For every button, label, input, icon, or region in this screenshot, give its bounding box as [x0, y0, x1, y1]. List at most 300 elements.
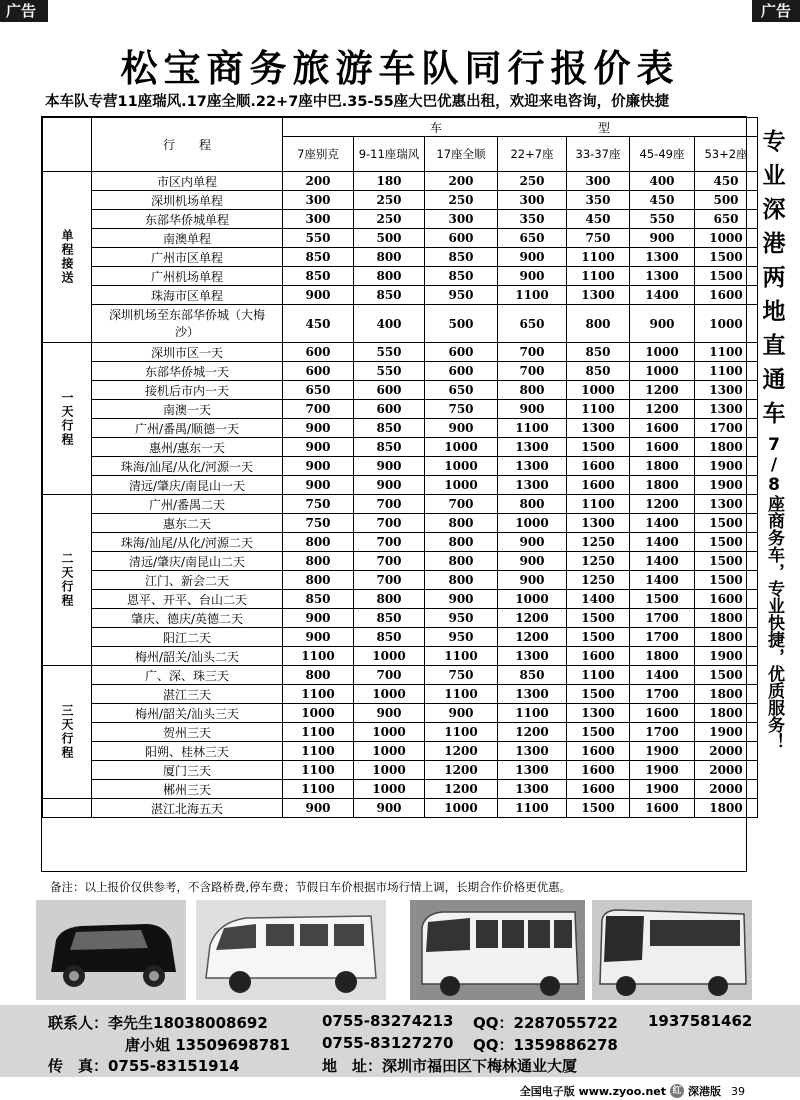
side-slogan [753, 125, 795, 750]
price-cell: 850 [283, 590, 354, 609]
price-cell: 1200 [630, 495, 695, 514]
price-cell: 1200 [425, 780, 498, 799]
price-cell: 800 [283, 666, 354, 685]
price-cell: 800 [283, 571, 354, 590]
price-cell: 1300 [567, 419, 630, 438]
column-header: 33-37座 [567, 137, 630, 172]
price-cell: 350 [567, 191, 630, 210]
table-row [43, 666, 758, 685]
column-header: 9-11座瑞风 [354, 137, 425, 172]
price-cell: 650 [498, 305, 567, 343]
slogan-char: 直 [762, 333, 786, 359]
route-cell: 广州市区单程 [92, 248, 283, 267]
price-cell: 800 [283, 533, 354, 552]
price-cell: 1300 [630, 248, 695, 267]
price-cell: 900 [283, 419, 354, 438]
table-row [43, 438, 758, 457]
column-header: 22+7座 [498, 137, 567, 172]
price-cell: 1000 [498, 590, 567, 609]
table-row [43, 381, 758, 400]
price-cell: 1600 [567, 457, 630, 476]
price-cell: 1800 [695, 609, 758, 628]
price-cell: 1400 [630, 666, 695, 685]
table-row [43, 362, 758, 381]
price-cell: 300 [425, 210, 498, 229]
price-cell: 250 [425, 191, 498, 210]
price-cell: 700 [354, 571, 425, 590]
price-cell: 300 [283, 210, 354, 229]
table-row [43, 685, 758, 704]
price-cell: 900 [498, 400, 567, 419]
price-cell: 900 [425, 419, 498, 438]
price-table [42, 117, 758, 818]
price-cell: 1500 [567, 609, 630, 628]
price-cell: 1700 [695, 419, 758, 438]
price-cell: 1700 [630, 609, 695, 628]
slogan-char: 专 [762, 129, 786, 155]
price-cell: 600 [283, 343, 354, 362]
table-row [43, 571, 758, 590]
price-cell: 1500 [695, 552, 758, 571]
table-row [43, 267, 758, 286]
route-cell: 贺州三天 [92, 723, 283, 742]
price-cell: 900 [283, 286, 354, 305]
route-cell: 深圳机场至东部华侨城（大梅沙） [92, 305, 283, 343]
table-row [43, 628, 758, 647]
contact-footer [0, 1005, 800, 1077]
price-cell: 1500 [630, 590, 695, 609]
table-row [43, 229, 758, 248]
price-cell: 700 [498, 343, 567, 362]
route-cell: 深圳市区一天 [92, 343, 283, 362]
price-cell: 200 [283, 172, 354, 191]
group-label: 三天行程 [43, 666, 92, 799]
price-cell: 1600 [695, 286, 758, 305]
table-row [43, 590, 758, 609]
price-cell: 1000 [425, 799, 498, 818]
price-cell: 1100 [283, 761, 354, 780]
slogan-char: 通 [762, 367, 786, 393]
price-cell: 650 [695, 210, 758, 229]
price-cell: 1100 [567, 666, 630, 685]
price-cell: 1900 [695, 457, 758, 476]
price-cell: 850 [283, 248, 354, 267]
price-cell: 650 [498, 229, 567, 248]
table-row [43, 609, 758, 628]
price-cell: 600 [425, 229, 498, 248]
route-cell: 阳江二天 [92, 628, 283, 647]
price-cell: 1250 [567, 533, 630, 552]
price-cell: 1250 [567, 552, 630, 571]
price-cell: 1700 [630, 685, 695, 704]
price-cell: 1000 [567, 381, 630, 400]
price-cell: 800 [283, 552, 354, 571]
price-cell: 1250 [567, 571, 630, 590]
price-cell: 1300 [695, 381, 758, 400]
price-cell: 1700 [630, 723, 695, 742]
price-cell: 900 [283, 476, 354, 495]
price-table-body [43, 172, 758, 818]
route-cell: 湛江三天 [92, 685, 283, 704]
route-cell: 东部华侨城单程 [92, 210, 283, 229]
page-subtitle: 本车队专营11座瑞风.17座全顺.22+7座中巴.35-55座大巴优惠出租，欢迎来电咨询，价廉快捷 [45, 94, 670, 110]
price-cell: 550 [354, 362, 425, 381]
slogan-small: 7/8座商务车，专业快捷，优质服务！ [764, 435, 784, 750]
group-header-cell [43, 118, 92, 172]
route-cell: 肇庆、德庆/英德二天 [92, 609, 283, 628]
price-cell: 1200 [498, 628, 567, 647]
price-cell: 2000 [695, 761, 758, 780]
table-row [43, 514, 758, 533]
price-cell: 1600 [567, 780, 630, 799]
price-cell: 850 [567, 362, 630, 381]
price-cell: 1600 [695, 590, 758, 609]
price-cell: 400 [630, 172, 695, 191]
price-cell: 1400 [630, 552, 695, 571]
price-cell: 900 [425, 704, 498, 723]
price-cell: 1000 [283, 704, 354, 723]
price-cell: 1100 [567, 495, 630, 514]
price-cell: 1600 [567, 647, 630, 666]
price-cell: 1100 [567, 400, 630, 419]
table-row [43, 799, 758, 818]
table-row [43, 476, 758, 495]
price-cell: 1000 [354, 685, 425, 704]
route-cell: 广州机场单程 [92, 267, 283, 286]
edition-label: 深港版 [688, 1085, 721, 1098]
group-label: 一天行程 [43, 343, 92, 495]
route-cell: 广、深、珠三天 [92, 666, 283, 685]
van-photo [196, 900, 386, 1000]
price-cell: 750 [283, 514, 354, 533]
price-cell: 1500 [695, 267, 758, 286]
price-cell: 1200 [425, 761, 498, 780]
price-cell: 1100 [283, 780, 354, 799]
contact-qq-1: QQ：2287055722 [473, 1014, 618, 1032]
price-cell: 1100 [498, 286, 567, 305]
price-cell: 850 [567, 343, 630, 362]
route-cell: 南澳一天 [92, 400, 283, 419]
price-cell: 1800 [695, 799, 758, 818]
price-cell: 1300 [498, 780, 567, 799]
price-cell: 1000 [354, 780, 425, 799]
price-cell: 1200 [498, 723, 567, 742]
price-cell: 1600 [567, 476, 630, 495]
table-row [43, 552, 758, 571]
table-row [43, 742, 758, 761]
slogan-char: 港 [762, 231, 786, 257]
price-cell: 600 [354, 400, 425, 419]
route-cell: 南澳单程 [92, 229, 283, 248]
price-cell: 900 [354, 457, 425, 476]
price-cell: 1300 [498, 742, 567, 761]
route-cell: 恩平、开平、台山二天 [92, 590, 283, 609]
price-cell: 800 [498, 381, 567, 400]
price-cell: 1000 [354, 761, 425, 780]
site-logo-icon: 红 [670, 1084, 684, 1098]
price-cell: 900 [498, 248, 567, 267]
price-cell: 550 [283, 229, 354, 248]
route-cell: 惠东二天 [92, 514, 283, 533]
price-cell: 800 [354, 590, 425, 609]
route-cell: 市区内单程 [92, 172, 283, 191]
price-cell: 850 [283, 267, 354, 286]
price-cell: 1100 [695, 362, 758, 381]
price-cell: 950 [425, 628, 498, 647]
price-cell: 500 [425, 305, 498, 343]
ad-label-right: 广告 [752, 0, 800, 22]
minibus-photo [410, 900, 585, 1000]
route-cell: 江门、新会二天 [92, 571, 283, 590]
price-cell: 1500 [567, 723, 630, 742]
price-cell: 1600 [567, 761, 630, 780]
price-cell: 1900 [695, 723, 758, 742]
site-footer [520, 1083, 745, 1099]
table-row [43, 419, 758, 438]
price-cell: 1400 [567, 590, 630, 609]
price-cell: 900 [498, 552, 567, 571]
price-cell: 1400 [630, 286, 695, 305]
price-cell: 1300 [567, 514, 630, 533]
contact-person-1: 联系人：李先生18038008692 [48, 1014, 268, 1032]
table-row [43, 343, 758, 362]
price-cell: 1300 [630, 267, 695, 286]
price-cell: 1200 [498, 609, 567, 628]
route-cell: 珠海市区单程 [92, 286, 283, 305]
price-cell: 1300 [695, 495, 758, 514]
column-header: 17座全顺 [425, 137, 498, 172]
price-cell: 450 [630, 191, 695, 210]
price-cell: 900 [283, 628, 354, 647]
price-cell: 700 [498, 362, 567, 381]
price-cell: 1100 [425, 685, 498, 704]
price-cell: 1900 [630, 761, 695, 780]
route-cell: 湛江北海五天 [92, 799, 283, 818]
price-cell: 200 [425, 172, 498, 191]
price-cell: 550 [354, 343, 425, 362]
price-cell: 1100 [425, 647, 498, 666]
table-row [43, 647, 758, 666]
price-cell: 350 [498, 210, 567, 229]
price-cell: 1000 [695, 229, 758, 248]
price-cell: 900 [354, 704, 425, 723]
price-cell: 600 [354, 381, 425, 400]
slogan-char: 两 [762, 265, 786, 291]
price-cell: 700 [354, 552, 425, 571]
contact-address: 地 址：深圳市福田区下梅林通业大厦 [322, 1057, 578, 1075]
price-cell: 300 [567, 172, 630, 191]
price-cell: 1600 [567, 742, 630, 761]
price-cell: 1600 [630, 704, 695, 723]
table-row [43, 780, 758, 799]
route-cell: 广州/番禺二天 [92, 495, 283, 514]
price-cell: 850 [498, 666, 567, 685]
route-cell: 清远/肇庆/南昆山一天 [92, 476, 283, 495]
price-cell: 850 [354, 286, 425, 305]
price-cell: 1100 [283, 742, 354, 761]
price-cell: 1000 [425, 438, 498, 457]
price-cell: 1800 [630, 457, 695, 476]
contact-qq-2: 1937581462 [648, 1012, 753, 1030]
route-cell: 清远/肇庆/南昆山二天 [92, 552, 283, 571]
price-cell: 1900 [695, 647, 758, 666]
price-cell: 1200 [425, 742, 498, 761]
price-cell: 1300 [498, 761, 567, 780]
route-cell: 广州/番禺/顺德一天 [92, 419, 283, 438]
price-cell: 1100 [695, 343, 758, 362]
table-row [43, 704, 758, 723]
table-row [43, 248, 758, 267]
page-number: 39 [731, 1084, 745, 1098]
price-cell: 1000 [354, 742, 425, 761]
price-cell: 1300 [695, 400, 758, 419]
route-cell: 惠州/惠东一天 [92, 438, 283, 457]
price-cell: 500 [354, 229, 425, 248]
price-cell: 1000 [498, 514, 567, 533]
price-cell: 2000 [695, 742, 758, 761]
price-cell: 1100 [567, 267, 630, 286]
route-cell: 阳朔、桂林三天 [92, 742, 283, 761]
price-cell: 1100 [283, 723, 354, 742]
price-cell: 800 [567, 305, 630, 343]
price-cell: 1500 [567, 685, 630, 704]
price-cell: 2000 [695, 780, 758, 799]
price-cell: 1500 [695, 666, 758, 685]
price-cell: 950 [425, 286, 498, 305]
price-cell: 850 [425, 248, 498, 267]
price-cell: 1800 [695, 628, 758, 647]
route-cell: 珠海/汕尾/从化/河源一天 [92, 457, 283, 476]
slogan-char: 深 [762, 197, 786, 223]
table-row [43, 305, 758, 343]
contact-fax: 传 真：0755-83151914 [48, 1057, 240, 1075]
price-cell: 1600 [630, 438, 695, 457]
price-cell: 1100 [567, 248, 630, 267]
contact-person-2: 唐小姐 13509698781 [125, 1036, 291, 1054]
price-cell: 1300 [498, 457, 567, 476]
price-cell: 800 [354, 267, 425, 286]
price-cell: 850 [354, 438, 425, 457]
price-cell: 1100 [425, 723, 498, 742]
route-cell: 接机后市内一天 [92, 381, 283, 400]
price-cell: 600 [425, 362, 498, 381]
price-cell: 1700 [630, 628, 695, 647]
price-cell: 900 [354, 476, 425, 495]
price-cell: 1200 [630, 381, 695, 400]
price-cell: 600 [283, 362, 354, 381]
price-cell: 450 [283, 305, 354, 343]
price-cell: 900 [354, 799, 425, 818]
price-cell: 850 [354, 419, 425, 438]
route-cell: 深圳机场单程 [92, 191, 283, 210]
price-cell: 1000 [354, 723, 425, 742]
price-cell: 800 [498, 495, 567, 514]
price-cell: 1400 [630, 571, 695, 590]
group-label: 二天行程 [43, 495, 92, 666]
price-cell: 1200 [630, 400, 695, 419]
price-cell: 180 [354, 172, 425, 191]
price-cell: 1400 [630, 514, 695, 533]
site-url: 全国电子版 www.zyoo.net [519, 1085, 666, 1098]
group-label: 单程接送 [43, 172, 92, 343]
slogan-char: 地 [762, 299, 786, 325]
price-cell: 1800 [630, 647, 695, 666]
price-cell: 750 [425, 666, 498, 685]
price-cell: 1300 [498, 685, 567, 704]
price-cell: 1000 [425, 476, 498, 495]
price-cell: 1000 [630, 362, 695, 381]
price-note: 备注：以上报价仅供参考，不含路桥费,停车费；节假日车价根据市场行情上调，长期合作价格更优惠。 [50, 880, 572, 894]
price-cell: 1100 [283, 685, 354, 704]
slogan-big [753, 125, 795, 431]
route-cell: 东部华侨城一天 [92, 362, 283, 381]
route-cell: 郴州三天 [92, 780, 283, 799]
price-cell: 800 [425, 514, 498, 533]
contact-phone-1: 0755-83274213 [322, 1012, 454, 1030]
page-title: 松宝商务旅游车队同行报价表 [120, 47, 680, 90]
price-cell: 750 [567, 229, 630, 248]
price-cell: 1800 [695, 704, 758, 723]
price-cell: 550 [630, 210, 695, 229]
price-cell: 1500 [695, 533, 758, 552]
price-cell: 1500 [567, 799, 630, 818]
vehicle-type-header: 车 型 [283, 118, 758, 137]
contact-qq-3: QQ：1359886278 [473, 1036, 618, 1054]
price-cell: 900 [498, 571, 567, 590]
table-row [43, 210, 758, 229]
price-cell: 250 [498, 172, 567, 191]
price-cell: 1300 [567, 704, 630, 723]
table-row [43, 457, 758, 476]
price-cell: 500 [695, 191, 758, 210]
price-cell: 1500 [567, 438, 630, 457]
price-cell: 900 [283, 799, 354, 818]
table-row [43, 495, 758, 514]
price-cell: 650 [283, 381, 354, 400]
price-cell: 800 [425, 552, 498, 571]
slogan-char: 车 [762, 401, 786, 427]
price-cell: 900 [425, 590, 498, 609]
price-cell: 900 [283, 609, 354, 628]
table-row [43, 172, 758, 191]
price-cell: 1300 [498, 647, 567, 666]
price-cell: 850 [425, 267, 498, 286]
price-cell: 700 [283, 400, 354, 419]
route-cell: 梅州/韶关/汕头三天 [92, 704, 283, 723]
price-cell: 1300 [498, 438, 567, 457]
price-cell: 1800 [630, 476, 695, 495]
price-cell: 1500 [695, 248, 758, 267]
route-cell: 梅州/韶关/汕头二天 [92, 647, 283, 666]
price-cell: 900 [498, 267, 567, 286]
table-row [43, 286, 758, 305]
price-cell: 1300 [567, 286, 630, 305]
price-cell: 900 [630, 229, 695, 248]
price-cell: 250 [354, 191, 425, 210]
price-cell: 1600 [630, 419, 695, 438]
price-cell: 1100 [498, 419, 567, 438]
price-cell: 700 [354, 514, 425, 533]
price-cell: 1000 [354, 647, 425, 666]
column-header: 45-49座 [630, 137, 695, 172]
price-cell: 700 [354, 495, 425, 514]
price-cell: 1500 [567, 628, 630, 647]
price-cell: 600 [425, 343, 498, 362]
price-cell: 450 [567, 210, 630, 229]
price-cell: 900 [283, 457, 354, 476]
price-cell: 1100 [498, 704, 567, 723]
price-cell: 700 [354, 533, 425, 552]
